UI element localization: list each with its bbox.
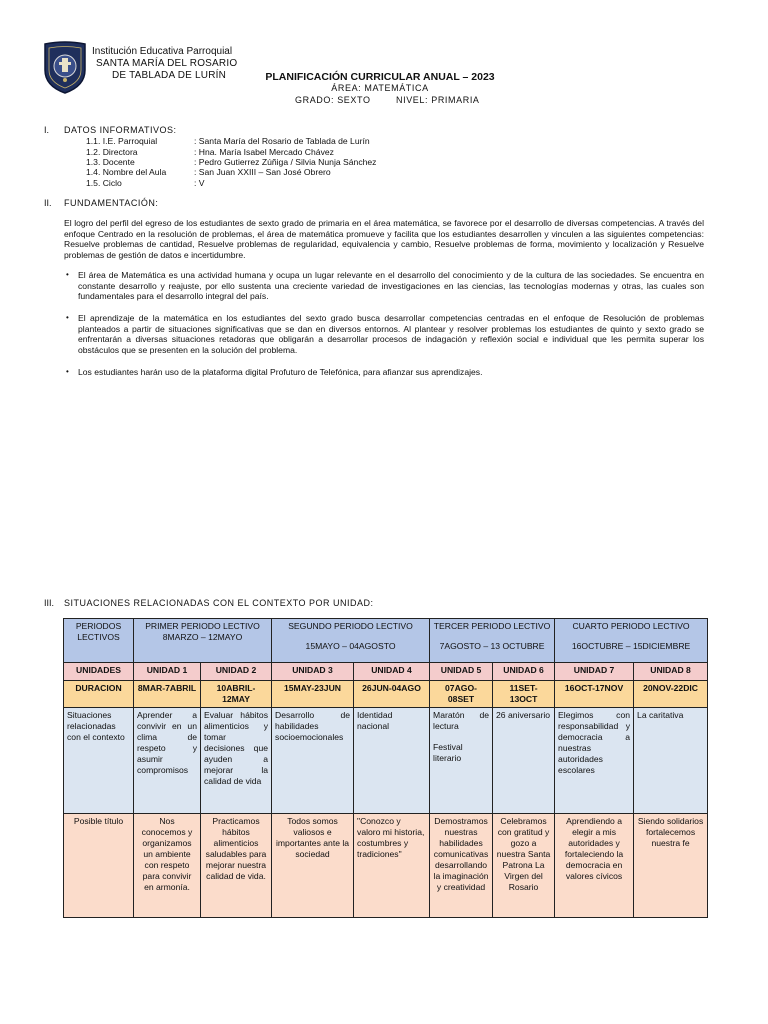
situation-cell: La caritativa [634, 708, 708, 814]
units-row [64, 663, 708, 681]
period-dates: 16OCTUBRE – 15DICIEMBRE [571, 641, 691, 651]
period-cell [555, 619, 708, 663]
period-dates: 15MAYO – 04AGOSTO [305, 641, 396, 651]
duration-cell: 26JUN-04AGO [354, 681, 430, 708]
fundamentacion-intro: El logro del perfil del egreso de los estudiantes de sexto grado de primaria en el área matemática, se favorece por el desarrollo de diversas competencias. A través del enfoque Centrado en la resolución de problemas, el área de matemática promueve y facilita que los estudiantes desarrollen y vinculen a las siguientes competencias: Resuelve problemas de cantidad, Resuelve problemas de regularidad, equivalencia y cambio, Resuelve problemas de forma, movimiento y localización y Resuelve problemas de gestión de datos e incertidumbre. [64, 218, 704, 260]
duration-cell: 20NOV-22DIC [634, 681, 708, 708]
datos-row-label: 1.1. I.E. Parroquial [86, 136, 158, 146]
duration-cell: 8MAR-7ABRIL [134, 681, 201, 708]
grado-label: GRADO: SEXTO [295, 95, 371, 105]
periodos-header: PERIODOS LECTIVOS [64, 619, 134, 663]
titulo-header: Posible título [64, 814, 134, 918]
situation-cell: Elegimos con responsabilidad y democracia a nuestras autoridades escolares [555, 708, 634, 814]
situation-cell: Aprender a convivir en un clima de respeto y asumir compromisos [134, 708, 201, 814]
datos-row-value: : V [194, 178, 205, 188]
period-cell [430, 619, 555, 663]
period-name: CUARTO PERIODO LECTIVO [572, 621, 690, 631]
datos-row-value: : San Juan XXIII – San José Obrero [194, 167, 331, 177]
unit-cell: UNIDAD 4 [354, 663, 430, 681]
title-cell: Nos conocemos y organizamos un ambiente con respeto para convivir en armonía. [134, 814, 201, 918]
institution-name: SANTA MARÍA DEL ROSARIO [96, 58, 238, 69]
datos-row-label: 1.5. Ciclo [86, 178, 122, 188]
unit-cell: UNIDAD 8 [634, 663, 708, 681]
datos-row-value: : Hna. María Isabel Mercado Chávez [194, 147, 334, 157]
area-label: ÁREA: MATEMÁTICA [331, 83, 429, 93]
period-cell [134, 619, 272, 663]
title-cell: Celebramos con gratitud y gozo a nuestra Santa Patrona La Virgen del Rosario [493, 814, 555, 918]
institution-type: Institución Educativa Parroquial [92, 46, 233, 57]
situation-cell: Identidad nacional [354, 708, 430, 814]
title-cell: Aprendiendo a elegir a mis autoridades y fortaleciendo la democracia en valores cívicos [555, 814, 634, 918]
institution-location: DE TABLADA DE LURÍN [112, 70, 227, 81]
situation-cell: Evaluar hábitos alimenticios y tomar decisiones que ayuden a mejorar la calidad de vida [201, 708, 272, 814]
title-cell: Demostramos nuestras habilidades comunicativas desarrollando la imaginación y creatividad [430, 814, 493, 918]
situation-text: Maratón de lectura [433, 710, 490, 731]
title-cell: "Conozco y valoro mi historia, costumbres y tradiciones" [354, 814, 430, 918]
datos-row-label: 1.2. Directora [86, 147, 138, 157]
duration-cell: 16OCT-17NOV [555, 681, 634, 708]
datos-row-value: : Pedro Gutierrez Zúñiga / Silvia Nunja Sánchez [194, 157, 377, 167]
section-1-title: DATOS INFORMATIVOS: [64, 125, 177, 135]
unit-cell: UNIDAD 7 [555, 663, 634, 681]
situation-cell: Desarrollo de habilidades socioemocionales [272, 708, 354, 814]
unidades-header: UNIDADES [64, 663, 134, 681]
section-3-title: SITUACIONES RELACIONADAS CON EL CONTEXTO POR UNIDAD: [64, 598, 374, 608]
section-1-number: I. [44, 125, 50, 135]
unit-cell: UNIDAD 2 [201, 663, 272, 681]
title-cell: Practicamos hábitos alimenticios saludables para mejorar nuestra calidad de vida. [201, 814, 272, 918]
datos-row-value: : Santa María del Rosario de Tablada de Lurín [194, 136, 370, 146]
unit-cell: UNIDAD 5 [430, 663, 493, 681]
period-name: TERCER PERIODO LECTIVO [433, 621, 551, 631]
bullet-marker: • [66, 367, 69, 376]
section-2-number: II. [44, 198, 52, 208]
period-name: PRIMER PERIODO LECTIVO [145, 621, 260, 631]
periods-row [64, 619, 708, 663]
fundamentacion-bullet: Los estudiantes harán uso de la plataforma digital Profuturo de Telefónica, para afianzar sus aprendizajes. [78, 367, 483, 377]
situation-cell: 26 aniversario [493, 708, 555, 814]
period-dates: 7AGOSTO – 13 OCTUBRE [439, 641, 545, 651]
period-cell [272, 619, 430, 663]
situaciones-header: Situaciones relacionadas con el contexto [64, 708, 134, 814]
units-table [63, 618, 708, 918]
unit-cell: UNIDAD 6 [493, 663, 555, 681]
section-3-number: III. [44, 598, 55, 608]
duracion-header: DURACION [64, 681, 134, 708]
unit-cell: UNIDAD 1 [134, 663, 201, 681]
document-title: PLANIFICACIÓN CURRICULAR ANUAL – 2023 [265, 71, 495, 83]
datos-row-label: 1.4. Nombre del Aula [86, 167, 167, 177]
bullet-marker: • [66, 270, 69, 279]
duration-cell: 15MAY-23JUN [272, 681, 354, 708]
duration-cell: 07AGO-08SET [430, 681, 493, 708]
fundamentacion-bullet: El aprendizaje de la matemática en los estudiantes del sexto grado busca desarrollar competencias centradas en el enfoque de Resolución de problemas planteados a partir de situaciones significativas que se dan en diversos entornos. Al plantear y resolver problemas los estudiantes de quinto y sexto grado se enfrentarán a diversas situaciones retadoras que obligarán a desarrollar procesos de indagación y reflexión social e individual que les permita superar los obstáculos que se presenten en la solución del problema. [78, 313, 704, 355]
title-cell: Siendo solidarios fortalecemos nuestra fe [634, 814, 708, 918]
nivel-label: NIVEL: PRIMARIA [396, 95, 480, 105]
bullet-marker: • [66, 313, 69, 322]
period-name: SEGUNDO PERIODO LECTIVO [288, 621, 413, 631]
section-2-title: FUNDAMENTACIÓN: [64, 198, 159, 208]
datos-row-label: 1.3. Docente [86, 157, 135, 167]
durations-row [64, 681, 708, 708]
fundamentacion-bullet: El área de Matemática es una actividad humana y ocupa un lugar relevante en el desarrollo del conocimiento y de la cultura de las sociedades. Se encuentra en constante desarrollo y reajuste, por ello sustenta una creciente variedad de investigaciones en las ciencias, las tecnologías modernas y otras, las cuales son fundamentales para el desarrollo integral del país. [78, 270, 704, 301]
title-cell: Todos somos valiosos e importantes ante la sociedad [272, 814, 354, 918]
titles-row [64, 814, 708, 918]
situations-row [64, 708, 708, 814]
unit-cell: UNIDAD 3 [272, 663, 354, 681]
period-dates: 8MARZO – 12MAYO [162, 632, 243, 642]
school-crest-logo [42, 40, 88, 94]
situation-cell [430, 708, 493, 814]
duration-cell: 10ABRIL-12MAY [201, 681, 272, 708]
situation-extra: Festival literario [433, 742, 463, 763]
duration-cell: 11SET-13OCT [493, 681, 555, 708]
